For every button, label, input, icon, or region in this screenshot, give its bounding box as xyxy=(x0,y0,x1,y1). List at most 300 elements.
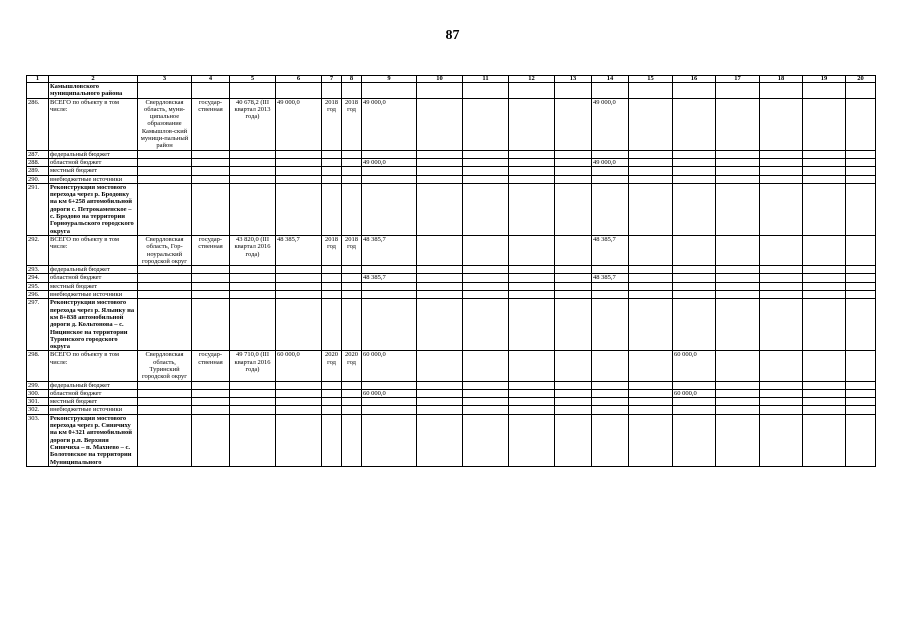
table-cell xyxy=(362,414,417,466)
table-cell xyxy=(192,158,230,166)
table-row xyxy=(27,274,876,282)
table-cell xyxy=(342,299,362,351)
value-cell: 60 000,0 xyxy=(362,351,417,381)
table-cell xyxy=(760,414,803,466)
table-row xyxy=(27,150,876,158)
column-header: 11 xyxy=(463,76,509,83)
location-cell: Свердловская область, Гор-ноуральский городской округ xyxy=(138,235,192,265)
table-row xyxy=(27,381,876,389)
year-cell: 2018 год xyxy=(322,235,342,265)
cost-cell: 43 820,0 (III квартал 2016 года) xyxy=(230,235,276,265)
table-cell xyxy=(716,98,760,150)
table-cell xyxy=(463,266,509,274)
table-cell xyxy=(230,299,276,351)
table-cell xyxy=(760,398,803,406)
value-cell xyxy=(592,398,629,406)
column-header: 9 xyxy=(362,76,417,83)
table-cell xyxy=(230,282,276,290)
year-cell: 2018 год xyxy=(342,235,362,265)
table-cell xyxy=(803,414,846,466)
table-cell xyxy=(555,282,592,290)
table-cell xyxy=(760,274,803,282)
row-number: 300. xyxy=(27,389,49,397)
table-cell xyxy=(509,83,555,99)
table-cell xyxy=(716,274,760,282)
value-cell xyxy=(592,266,629,274)
table-cell xyxy=(803,235,846,265)
year-cell: 2020 год xyxy=(322,351,342,381)
value-cell xyxy=(592,351,629,381)
column-header: 2 xyxy=(49,76,138,83)
table-cell xyxy=(276,150,322,158)
table-cell xyxy=(463,150,509,158)
table-cell xyxy=(138,282,192,290)
value-cell xyxy=(673,381,716,389)
table-cell xyxy=(463,414,509,466)
table-row xyxy=(27,299,876,351)
table-cell xyxy=(417,351,463,381)
table-cell xyxy=(716,158,760,166)
table-cell xyxy=(803,406,846,414)
table-cell xyxy=(276,381,322,389)
value-cell xyxy=(362,398,417,406)
table-cell xyxy=(846,158,876,166)
value-cell xyxy=(362,291,417,299)
value-cell xyxy=(673,158,716,166)
table-cell xyxy=(342,158,362,166)
table-cell xyxy=(276,183,322,235)
table-cell xyxy=(509,406,555,414)
object-title: Реконструкция мостового перехода через р. Ялынку на км 8+838 автомобильной дороги д. Кольтонова – с. Ницинское на территории Туринского городского округа xyxy=(49,299,138,351)
table-cell xyxy=(846,282,876,290)
column-header: 3 xyxy=(138,76,192,83)
table-cell xyxy=(362,183,417,235)
table-cell xyxy=(322,398,342,406)
table-cell xyxy=(192,83,230,99)
table-cell xyxy=(463,381,509,389)
table-cell xyxy=(555,274,592,282)
table-cell xyxy=(192,381,230,389)
table-cell xyxy=(192,406,230,414)
table-cell xyxy=(342,175,362,183)
table-row xyxy=(27,414,876,466)
table-cell xyxy=(555,183,592,235)
row-number: 290. xyxy=(27,175,49,183)
table-row xyxy=(27,175,876,183)
table-cell xyxy=(760,266,803,274)
row-number xyxy=(27,83,49,99)
table-cell xyxy=(138,175,192,183)
table-cell xyxy=(846,83,876,99)
table-cell xyxy=(192,274,230,282)
table-cell xyxy=(138,291,192,299)
table-cell xyxy=(322,389,342,397)
table-cell xyxy=(417,274,463,282)
column-header: 4 xyxy=(192,76,230,83)
table-cell xyxy=(629,406,673,414)
table-cell xyxy=(463,282,509,290)
table-cell xyxy=(463,183,509,235)
table-cell xyxy=(760,406,803,414)
table-row xyxy=(27,282,876,290)
table-cell xyxy=(592,183,629,235)
table-cell xyxy=(846,274,876,282)
value-cell xyxy=(362,150,417,158)
table-cell xyxy=(138,266,192,274)
table-cell xyxy=(629,158,673,166)
table-cell xyxy=(192,183,230,235)
table-cell xyxy=(463,406,509,414)
value-cell: 49 000,0 xyxy=(362,158,417,166)
value-cell xyxy=(592,389,629,397)
table-cell xyxy=(629,351,673,381)
table-cell xyxy=(716,381,760,389)
table-cell xyxy=(760,235,803,265)
table-cell xyxy=(509,299,555,351)
row-label: местный бюджет xyxy=(49,167,138,175)
table-cell xyxy=(555,83,592,99)
table-cell xyxy=(846,291,876,299)
table-cell xyxy=(803,351,846,381)
table-cell xyxy=(716,406,760,414)
table-cell xyxy=(509,414,555,466)
value-cell xyxy=(673,274,716,282)
table-cell xyxy=(230,414,276,466)
value-cell xyxy=(592,291,629,299)
table-cell xyxy=(192,266,230,274)
table-cell xyxy=(192,389,230,397)
table-cell xyxy=(629,235,673,265)
table-cell xyxy=(629,266,673,274)
row-number: 288. xyxy=(27,158,49,166)
table-cell xyxy=(342,83,362,99)
row-label: внебюджетные источники xyxy=(49,291,138,299)
table-cell xyxy=(760,389,803,397)
table-cell xyxy=(463,389,509,397)
table-cell xyxy=(322,150,342,158)
page-number: 87 xyxy=(445,28,460,43)
table-cell xyxy=(322,175,342,183)
table-cell xyxy=(417,150,463,158)
table-cell xyxy=(230,291,276,299)
table-cell xyxy=(342,406,362,414)
table-cell xyxy=(322,83,342,99)
table-cell xyxy=(509,389,555,397)
location-cell: Свердловская область, Туринский городской округ xyxy=(138,351,192,381)
table-cell xyxy=(629,98,673,150)
table-cell xyxy=(555,175,592,183)
value-cell xyxy=(592,282,629,290)
table-cell xyxy=(276,398,322,406)
table-cell xyxy=(322,266,342,274)
table-cell xyxy=(555,158,592,166)
table-cell xyxy=(138,299,192,351)
table-cell xyxy=(509,183,555,235)
row-label: федеральный бюджет xyxy=(49,381,138,389)
value-cell: 48 385,7 xyxy=(592,274,629,282)
value-cell: 60 000,0 xyxy=(276,351,322,381)
table-cell xyxy=(555,381,592,389)
table-cell xyxy=(673,414,716,466)
value-cell xyxy=(673,98,716,150)
table-cell xyxy=(230,406,276,414)
table-cell xyxy=(342,414,362,466)
table-cell xyxy=(509,398,555,406)
table-cell xyxy=(509,98,555,150)
table-cell xyxy=(463,299,509,351)
table-cell xyxy=(716,291,760,299)
table-cell xyxy=(846,299,876,351)
value-cell xyxy=(592,381,629,389)
table-cell xyxy=(803,158,846,166)
table-cell xyxy=(629,381,673,389)
table-cell xyxy=(716,175,760,183)
table-cell xyxy=(509,282,555,290)
table-row xyxy=(27,389,876,397)
row-number: 292. xyxy=(27,235,49,265)
table-cell xyxy=(230,266,276,274)
table-cell xyxy=(846,381,876,389)
table-cell xyxy=(417,381,463,389)
column-header: 13 xyxy=(555,76,592,83)
table-cell xyxy=(138,158,192,166)
table-cell xyxy=(509,274,555,282)
table-cell xyxy=(138,167,192,175)
table-cell xyxy=(555,351,592,381)
row-label: федеральный бюджет xyxy=(49,266,138,274)
value-cell: 60 000,0 xyxy=(673,389,716,397)
column-header: 19 xyxy=(803,76,846,83)
table-cell xyxy=(342,381,362,389)
table-cell xyxy=(716,266,760,274)
table-cell xyxy=(342,183,362,235)
table-cell xyxy=(230,274,276,282)
table-cell xyxy=(230,83,276,99)
value-cell xyxy=(673,235,716,265)
table-cell xyxy=(629,389,673,397)
table-cell xyxy=(803,98,846,150)
table-cell xyxy=(138,398,192,406)
row-number: 291. xyxy=(27,183,49,235)
table-cell xyxy=(555,398,592,406)
table-cell xyxy=(138,389,192,397)
table-cell xyxy=(629,183,673,235)
table-cell xyxy=(716,389,760,397)
table-cell xyxy=(716,282,760,290)
table-cell xyxy=(716,83,760,99)
column-header: 15 xyxy=(629,76,673,83)
table-cell xyxy=(463,235,509,265)
table-cell xyxy=(417,98,463,150)
value-cell xyxy=(592,150,629,158)
table-cell xyxy=(846,414,876,466)
row-label: областной бюджет xyxy=(49,274,138,282)
table-cell xyxy=(760,351,803,381)
value-cell xyxy=(673,266,716,274)
table-cell xyxy=(417,175,463,183)
year-cell: 2018 год xyxy=(342,98,362,150)
column-header: 18 xyxy=(760,76,803,83)
table-cell xyxy=(629,398,673,406)
table-cell xyxy=(846,175,876,183)
row-number: 295. xyxy=(27,282,49,290)
table-cell xyxy=(322,167,342,175)
cost-cell: 49 710,0 (III квартал 2016 года) xyxy=(230,351,276,381)
table-cell xyxy=(673,183,716,235)
table-cell xyxy=(803,398,846,406)
table-cell xyxy=(463,83,509,99)
object-title: Реконструкция мостового перехода через р. Синячиху на км 0+321 автомобильной дороги р.п. Верхняя Синячиха – п. Махнево – с. Болотовское на территории Муниципального xyxy=(49,414,138,466)
value-cell: 48 385,7 xyxy=(362,274,417,282)
table-cell xyxy=(276,389,322,397)
table-cell xyxy=(322,183,342,235)
row-label: внебюджетные источники xyxy=(49,406,138,414)
row-number: 294. xyxy=(27,274,49,282)
table-cell xyxy=(342,274,362,282)
table-cell xyxy=(322,381,342,389)
table-cell xyxy=(138,406,192,414)
table-cell xyxy=(276,266,322,274)
table-cell xyxy=(192,167,230,175)
table-cell xyxy=(629,83,673,99)
table-cell xyxy=(230,167,276,175)
table-cell xyxy=(362,83,417,99)
table-cell xyxy=(230,183,276,235)
table-cell xyxy=(276,83,322,99)
table-cell xyxy=(463,175,509,183)
table-cell xyxy=(417,291,463,299)
table-cell xyxy=(463,398,509,406)
value-cell xyxy=(673,175,716,183)
table-cell xyxy=(509,235,555,265)
table-cell xyxy=(192,282,230,290)
table-cell xyxy=(230,398,276,406)
column-header: 8 xyxy=(342,76,362,83)
table-row xyxy=(27,183,876,235)
value-cell: 48 385,7 xyxy=(276,235,322,265)
table-cell xyxy=(463,98,509,150)
table-cell xyxy=(760,98,803,150)
row-number: 287. xyxy=(27,150,49,158)
table-cell xyxy=(846,351,876,381)
ownership-cell: государ-ственная xyxy=(192,235,230,265)
table-cell xyxy=(230,158,276,166)
table-cell xyxy=(463,291,509,299)
table-cell xyxy=(760,158,803,166)
table-cell xyxy=(192,291,230,299)
table-cell xyxy=(276,406,322,414)
table-cell xyxy=(592,83,629,99)
table-cell xyxy=(629,291,673,299)
object-title: Камышловского муниципального района xyxy=(49,83,138,99)
ownership-cell: государ-ственная xyxy=(192,98,230,150)
table-cell xyxy=(555,406,592,414)
value-cell: 49 000,0 xyxy=(276,98,322,150)
table-cell xyxy=(509,291,555,299)
table-cell xyxy=(509,150,555,158)
table-cell xyxy=(417,398,463,406)
table-cell xyxy=(803,381,846,389)
column-header: 7 xyxy=(322,76,342,83)
column-header: 6 xyxy=(276,76,322,83)
table-cell xyxy=(509,175,555,183)
table-cell xyxy=(509,351,555,381)
row-number: 293. xyxy=(27,266,49,274)
table-cell xyxy=(276,291,322,299)
table-cell xyxy=(417,167,463,175)
table-cell xyxy=(846,406,876,414)
table-cell xyxy=(760,83,803,99)
table-cell xyxy=(342,282,362,290)
table-cell xyxy=(276,175,322,183)
table-cell xyxy=(322,158,342,166)
data-table xyxy=(26,75,876,467)
table-cell xyxy=(846,266,876,274)
object-title: Реконструкция мостового перехода через р. Бродовку на км 6+258 автомобильной дороги с. Петрокаменское – с. Бродово на территории Горноуральского городского округа xyxy=(49,183,138,235)
location-cell: Свердловская область, муни-ципальное образование Камышлов-ский муници-пальный район xyxy=(138,98,192,150)
value-cell xyxy=(592,406,629,414)
table-cell xyxy=(555,167,592,175)
row-label: областной бюджет xyxy=(49,389,138,397)
row-label: областной бюджет xyxy=(49,158,138,166)
column-header: 10 xyxy=(417,76,463,83)
table-cell xyxy=(417,299,463,351)
table-cell xyxy=(760,183,803,235)
value-cell xyxy=(362,406,417,414)
table-cell xyxy=(592,299,629,351)
table-cell xyxy=(629,299,673,351)
table-cell xyxy=(846,398,876,406)
ownership-cell: государ-ственная xyxy=(192,351,230,381)
table-cell xyxy=(342,266,362,274)
row-label: федеральный бюджет xyxy=(49,150,138,158)
row-label: местный бюджет xyxy=(49,282,138,290)
table-cell xyxy=(555,266,592,274)
row-number: 299. xyxy=(27,381,49,389)
value-cell xyxy=(673,167,716,175)
table-cell xyxy=(230,389,276,397)
table-cell xyxy=(417,282,463,290)
column-header: 17 xyxy=(716,76,760,83)
table-cell xyxy=(673,299,716,351)
table-cell xyxy=(629,167,673,175)
table-cell xyxy=(417,183,463,235)
table-cell xyxy=(803,291,846,299)
table-cell xyxy=(716,398,760,406)
column-header: 14 xyxy=(592,76,629,83)
table-row xyxy=(27,98,876,150)
column-header: 16 xyxy=(673,76,716,83)
table-cell xyxy=(509,167,555,175)
table-cell xyxy=(555,299,592,351)
row-number: 298. xyxy=(27,351,49,381)
table-cell xyxy=(192,299,230,351)
value-cell: 49 000,0 xyxy=(362,98,417,150)
table-cell xyxy=(803,175,846,183)
value-cell: 48 385,7 xyxy=(362,235,417,265)
table-cell xyxy=(509,266,555,274)
table-cell xyxy=(417,235,463,265)
table-cell xyxy=(716,299,760,351)
table-row xyxy=(27,351,876,381)
table-cell xyxy=(463,158,509,166)
table-cell xyxy=(803,266,846,274)
value-cell xyxy=(673,282,716,290)
table-cell xyxy=(417,406,463,414)
table-cell xyxy=(716,414,760,466)
table-cell xyxy=(138,150,192,158)
table-cell xyxy=(629,175,673,183)
